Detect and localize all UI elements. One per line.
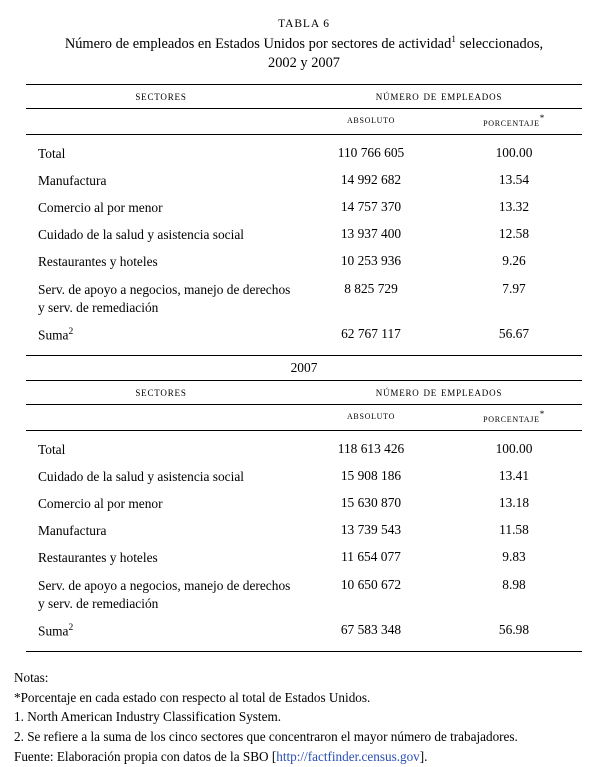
- cell-sector-footnote-marker: 2: [68, 326, 74, 337]
- table-row: [26, 437, 582, 464]
- cell-absoluto: 15 908 186: [340, 468, 402, 484]
- cell-sector: Restaurantes y hoteles: [38, 254, 158, 270]
- cell-absoluto: 110 766 605: [337, 145, 405, 161]
- notes-block: [14, 668, 594, 767]
- cell-porcentaje: 100.00: [495, 441, 533, 457]
- cell-porcentaje: 56.67: [498, 325, 530, 341]
- cell-sector: Cuidado de la salud y asistencia social: [38, 469, 245, 485]
- subheader-absoluto-2007: absoluto: [296, 404, 446, 430]
- cell-sector: Restaurantes y hoteles: [38, 550, 158, 566]
- cell-porcentaje: 7.97: [502, 280, 526, 296]
- header-numero-empleados-2002: número de empleados: [296, 84, 582, 108]
- cell-absoluto: 67 583 348: [340, 621, 402, 637]
- table-row: [26, 168, 582, 195]
- table-bottom-rule-row: [26, 645, 582, 652]
- cell-porcentaje: 9.83: [502, 549, 526, 565]
- cell-porcentaje: 13.32: [498, 199, 530, 215]
- subheader-absoluto-2002: absoluto: [296, 108, 446, 134]
- cell-absoluto: 13 937 400: [340, 226, 402, 242]
- cell-sector: Cuidado de la salud y asistencia social: [38, 227, 245, 243]
- header-numero-empleados-2007: número de empleados: [296, 380, 582, 404]
- cell-sector: Total: [38, 442, 66, 458]
- note-2: 2. Se refiere a la suma de los cinco sectores que concentraron el mayor número de trabajadores.: [14, 729, 518, 745]
- cell-sector: Manufactura: [38, 173, 107, 189]
- cell-absoluto: 13 739 543: [340, 522, 402, 538]
- table-row-suma: [26, 321, 582, 349]
- title-footnote-marker: 1: [451, 35, 457, 45]
- table-row-suma: [26, 617, 582, 645]
- cell-sector-text: Suma: [38, 327, 69, 343]
- page-title: [38, 34, 570, 74]
- cell-porcentaje: 11.58: [499, 522, 529, 538]
- notes-heading: Notas:: [14, 669, 49, 685]
- cell-sector: Serv. de apoyo a negocios, manejo de derechos y serv. de remediación: [38, 577, 291, 611]
- table-header-row-2002: [26, 84, 582, 108]
- subheader-blank-2007: [26, 404, 296, 430]
- cell-absoluto: 10 650 672: [340, 576, 402, 592]
- table-row: [26, 195, 582, 222]
- note-asterisk: *Porcentaje en cada estado con respecto al total de Estados Unidos.: [14, 689, 371, 705]
- employment-table: [26, 84, 582, 652]
- table-row: [26, 249, 582, 276]
- table-row: [26, 572, 582, 617]
- subheader-porcentaje-text-2007: porcentaje: [483, 411, 540, 425]
- cell-absoluto: 62 767 117: [341, 325, 401, 341]
- subheader-blank-2002: [26, 108, 296, 134]
- source-prefix: Fuente: Elaboración propia con datos de la SBO [: [14, 749, 277, 765]
- table-row: [26, 545, 582, 572]
- cell-sector: [26, 321, 296, 349]
- subheader-porcentaje-marker-2007: *: [539, 408, 545, 419]
- cell-porcentaje: 8.98: [502, 576, 526, 592]
- section-year-row-2007: [26, 355, 582, 380]
- cell-porcentaje: 13.54: [498, 172, 530, 188]
- table-row: [26, 464, 582, 491]
- cell-porcentaje: 13.18: [498, 495, 530, 511]
- source-note: [14, 747, 594, 767]
- cell-porcentaje: 13.41: [498, 468, 530, 484]
- cell-sector: Comercio al por menor: [38, 200, 163, 216]
- cell-porcentaje: 9.26: [502, 253, 526, 269]
- cell-absoluto: 11 654 077: [341, 549, 401, 565]
- header-sectores-2007: sectores: [26, 380, 296, 404]
- table-row: [26, 222, 582, 249]
- cell-sector: Manufactura: [38, 523, 107, 539]
- cell-sector: Total: [38, 146, 66, 162]
- table-row: [26, 518, 582, 545]
- cell-sector: Serv. de apoyo a negocios, manejo de derechos y serv. de remediación: [38, 281, 291, 315]
- cell-absoluto: 8 825 729: [344, 280, 398, 296]
- subheader-porcentaje-text-2002: porcentaje: [483, 115, 540, 129]
- table-number-label: TABLA 6: [278, 18, 330, 30]
- title-line1-end: seleccionados,: [456, 35, 544, 52]
- section-year-label-2007: 2007: [26, 355, 582, 380]
- cell-sector: Comercio al por menor: [38, 496, 163, 512]
- table-subheader-row-2002: [26, 108, 582, 134]
- cell-sector: [26, 617, 296, 645]
- cell-absoluto: 15 630 870: [340, 495, 402, 511]
- note-1: 1. North American Industry Classification System.: [14, 709, 282, 725]
- cell-sector-footnote-marker: 2: [68, 622, 74, 633]
- table-row: [26, 491, 582, 518]
- cell-porcentaje: 100.00: [495, 145, 533, 161]
- table-row: [26, 141, 582, 168]
- subheader-porcentaje-2002: [446, 108, 582, 134]
- cell-absoluto: 118 613 426: [337, 441, 405, 457]
- source-url-link[interactable]: http://factfinder.census.gov: [276, 749, 420, 765]
- subheader-porcentaje-2007: [446, 404, 582, 430]
- cell-absoluto: 14 757 370: [340, 199, 402, 215]
- cell-sector-text: Suma: [38, 623, 69, 639]
- cell-absoluto: 10 253 936: [340, 253, 402, 269]
- source-suffix: ].: [419, 749, 428, 765]
- table-header-row-2007: [26, 380, 582, 404]
- title-line2-text: 2002 y 2007: [268, 55, 340, 72]
- table-row: [26, 276, 582, 321]
- cell-porcentaje: 12.58: [498, 226, 530, 242]
- cell-absoluto: 14 992 682: [340, 172, 402, 188]
- cell-porcentaje: 56.98: [498, 621, 530, 637]
- title-line1-text: Número de empleados en Estados Unidos por sectores de actividad: [64, 35, 452, 52]
- subheader-porcentaje-marker-2002: *: [539, 112, 545, 123]
- table-subheader-row-2007: [26, 404, 582, 430]
- header-sectores-2002: sectores: [26, 84, 296, 108]
